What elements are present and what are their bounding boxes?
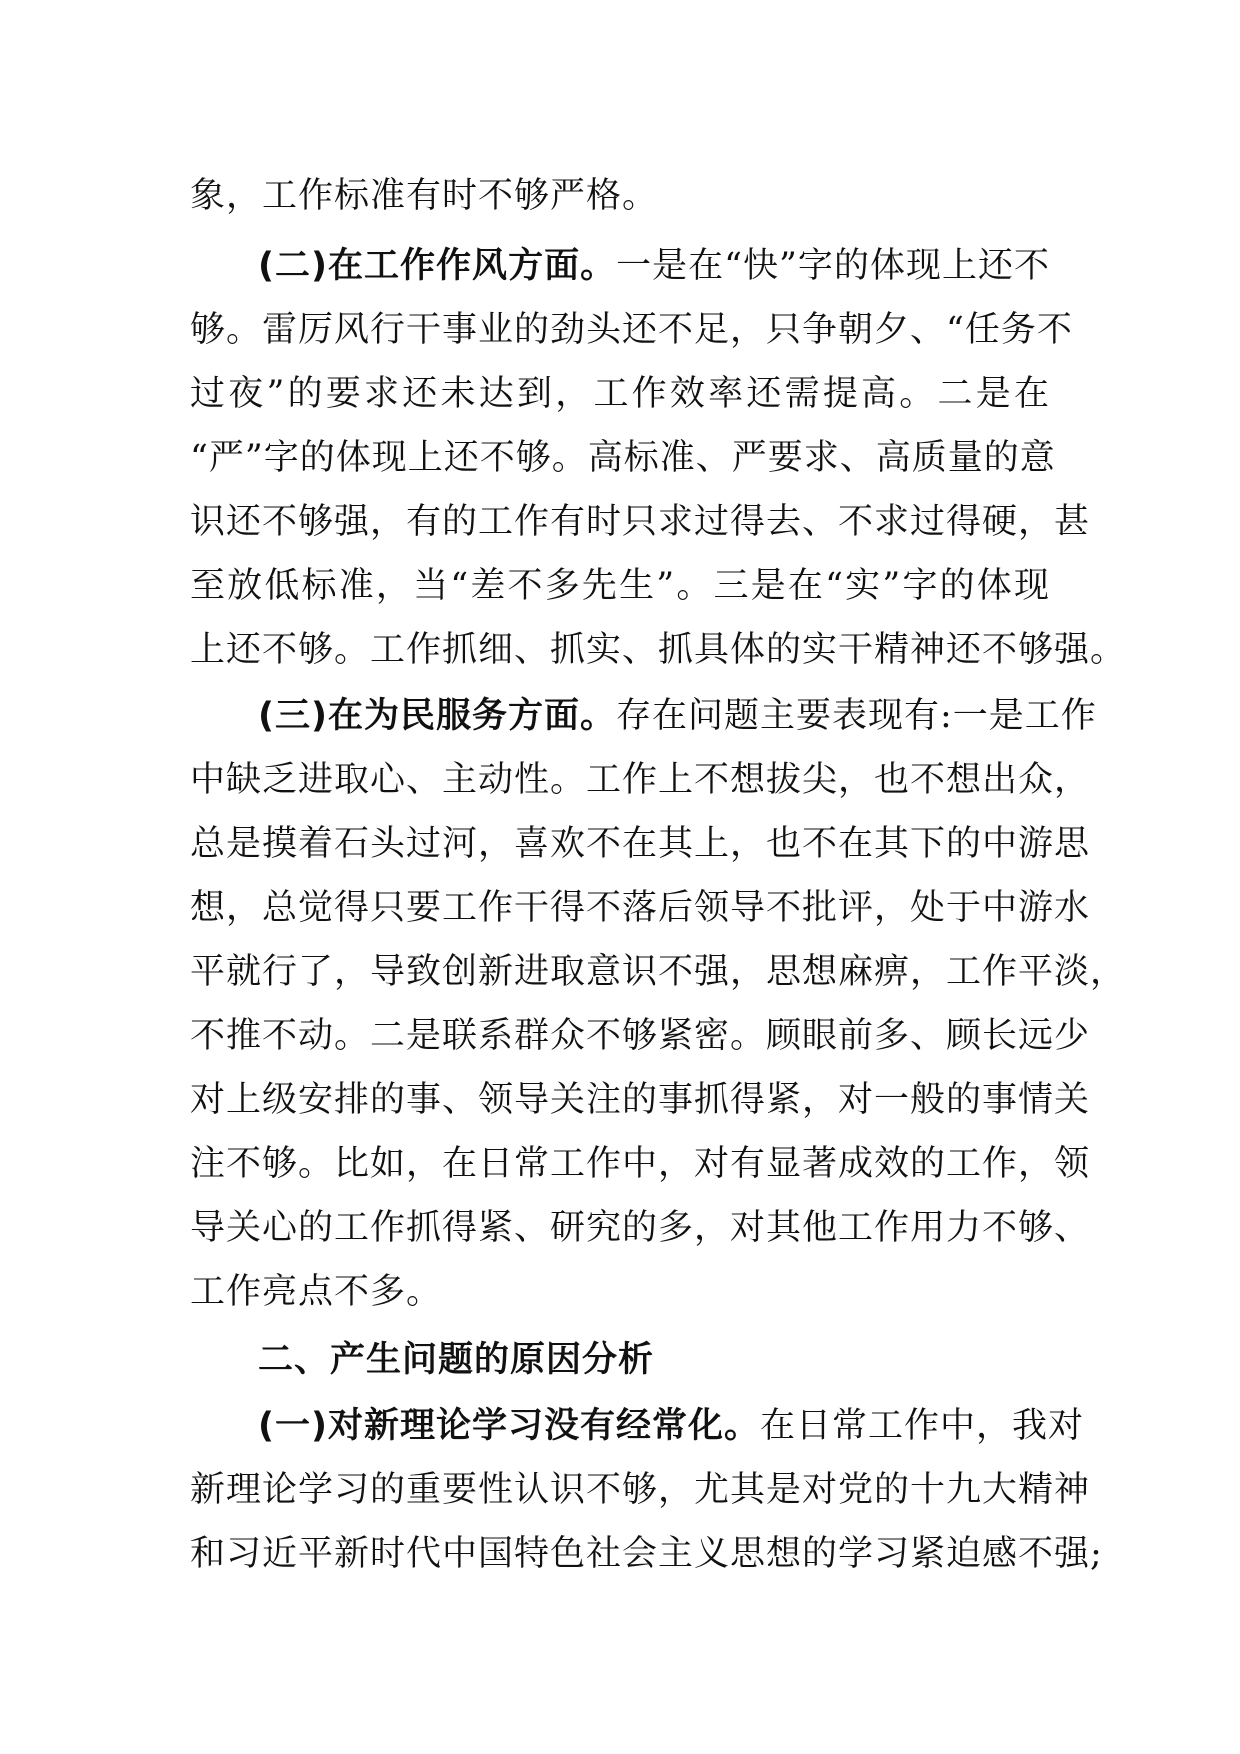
text-line (190, 1131, 1091, 1197)
line-text: “严”字的体现上还不够。高标准、严要求、高质量的意 (190, 438, 1056, 478)
line-text: 新理论学习的重要性认识不够，尤其是对党的十九大精神 (190, 1470, 1091, 1510)
text-line (190, 939, 1127, 1005)
text-line (190, 1195, 1091, 1261)
line-text: 一是在“快”字的体现上还不 (616, 246, 1050, 286)
section-paragraph-start (258, 683, 1097, 749)
line-text: 象，工作标准有时不够严格。 (190, 176, 659, 216)
text-line (190, 425, 1056, 491)
text-line (190, 297, 1073, 363)
line-text: 总是摸着石头过河，喜欢不在其上，也不在其下的中游思 (190, 824, 1091, 864)
text-line (190, 811, 1091, 877)
text-line (190, 489, 1091, 555)
line-text: 至放低标准，当“差不多先生”。三是在“实”字的体现 (190, 566, 1050, 606)
text-line (190, 617, 1127, 683)
line-text: 和习近平新时代中国特色社会主义思想的学习紧迫感不强; (190, 1534, 1103, 1574)
line-text: 导关心的工作抓得紧、研究的多，对其他工作用力不够、 (190, 1208, 1091, 1248)
text-line (190, 553, 1050, 619)
section-paragraph-start (258, 233, 1050, 299)
line-text: 中缺乏进取心、主动性。工作上不想拔尖，也不想出众， (190, 760, 1091, 800)
section-paragraph-start (258, 1393, 1085, 1459)
text-line (190, 875, 1091, 941)
text-line (190, 361, 1050, 427)
line-text: 对上级安排的事、领导关注的事抓得紧，对一般的事情关 (190, 1080, 1091, 1120)
line-text: 不推不动。二是联系群众不够紧密。顾眼前多、顾长远少 (190, 1016, 1091, 1056)
text-line (190, 1003, 1091, 1069)
text-line (190, 163, 1050, 229)
line-text: 上还不够。工作抓细、抓实、抓具体的实干精神还不够强。 (190, 630, 1127, 670)
subsection-title: (三)在为民服务方面。 (258, 696, 616, 736)
line-text: 工作亮点不多。 (190, 1272, 443, 1312)
line-text: 注不够。比如，在日常工作中，对有显著成效的工作，领 (190, 1144, 1091, 1184)
line-text: 在日常工作中，我对 (760, 1406, 1085, 1446)
section-heading (258, 1327, 1050, 1393)
line-text: 存在问题主要表现有:一是工作 (616, 696, 1097, 736)
line-text: 过夜”的要求还未达到，工作效率还需提高。二是在 (190, 374, 1050, 414)
subsection-title: (二)在工作作风方面。 (258, 246, 617, 286)
text-line (190, 1067, 1091, 1133)
line-text: 平就行了，导致创新进取意识不强，思想麻痹，工作平淡， (190, 952, 1127, 992)
section-title: 二、产生问题的原因分析 (258, 1340, 655, 1380)
text-line (190, 1521, 1103, 1587)
text-line (190, 1457, 1091, 1523)
subsection-title: (一)对新理论学习没有经常化。 (258, 1406, 760, 1446)
line-text: 够。雷厉风行干事业的劲头还不足，只争朝夕、“任务不 (190, 310, 1073, 350)
line-text: 识还不够强，有的工作有时只求过得去、不求过得硬，甚 (190, 502, 1091, 542)
text-line (190, 747, 1091, 813)
line-text: 想，总觉得只要工作干得不落后领导不批评，处于中游水 (190, 888, 1091, 928)
text-line (190, 1259, 1050, 1325)
